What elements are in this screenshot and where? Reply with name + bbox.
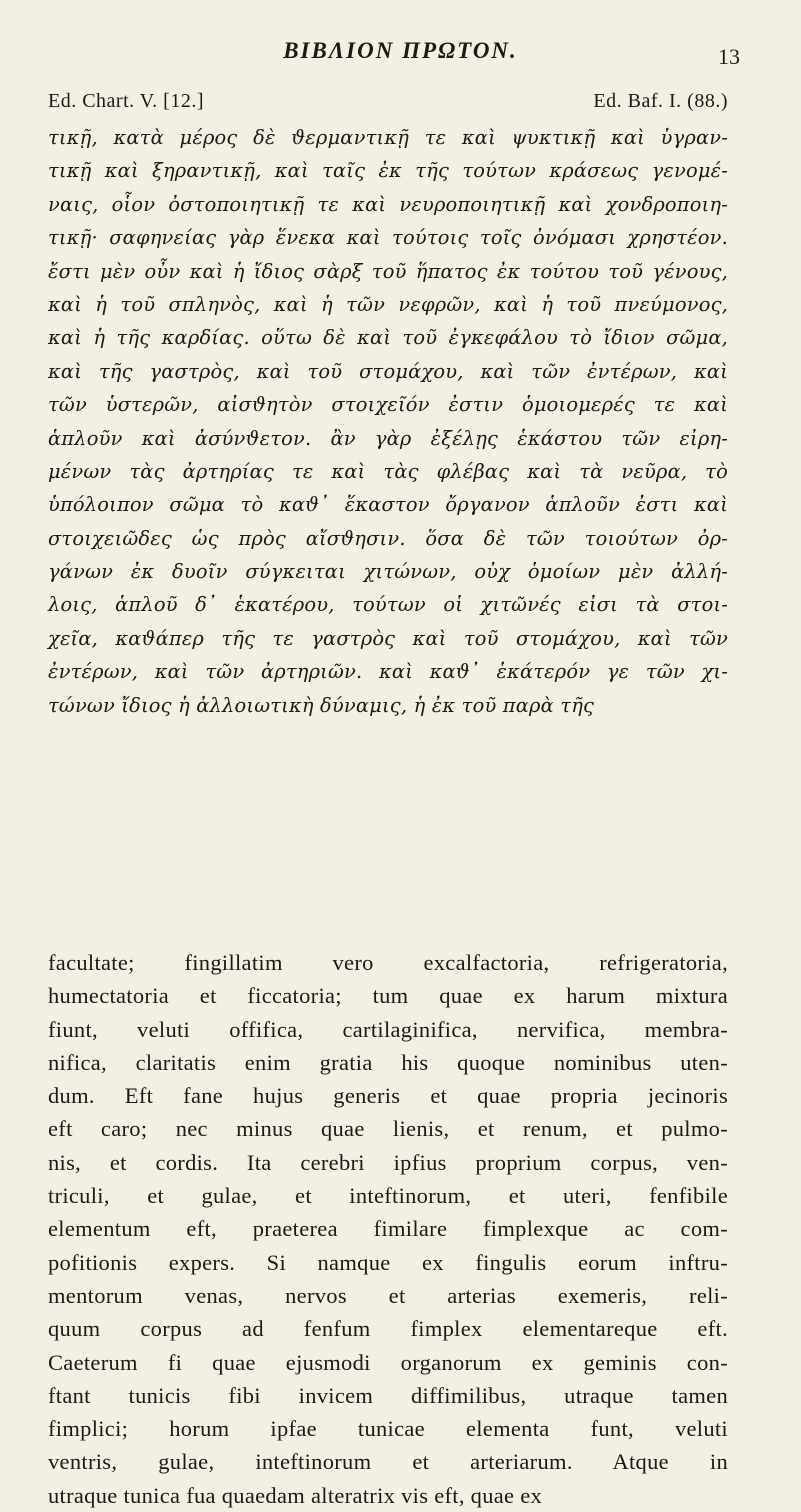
greek-text-line: τώνων ἴδιος ἡ ἀλλοιωτικὴ δύναμις, ἡ ἐκ τοῦ παρὰ τῆς (48, 693, 595, 717)
page-number: 13 (718, 44, 740, 69)
greek-text-line: καὶ ἡ τῆς καρδίας. οὕτω δὲ καὶ τοῦ ἐγκεφάλου τὸ ἴδιον σῶμα, (48, 326, 728, 350)
edition-reference-right: Ed. Baf. I. (88.) (593, 90, 728, 112)
latin-text-line: eft caro; nec minus quae lienis, et renum, et pulmo- (48, 1116, 728, 1142)
latin-text-block (48, 946, 728, 1512)
latin-text-line: ftant tunicis fibi invicem diffimilibus, utraque tamen (48, 1382, 728, 1408)
latin-text-line: fimplici; horum ipfae tunicae elementa funt, veluti (48, 1416, 728, 1442)
latin-text-line: dum. Eft fane hujus generis et quae propria jecinoris (48, 1083, 728, 1109)
latin-text-line: quum corpus ad fenfum fimplex elementareque eft. (48, 1316, 728, 1342)
latin-text-line: elementum eft, praeterea fimilare fimplexque ac com- (48, 1216, 728, 1242)
latin-text-line: facultate; fingillatim vero excalfactoria, refrigeratoria, (48, 950, 728, 975)
greek-text-line: ἐντέρων, καὶ τῶν ἀρτηριῶν. καὶ καϑ᾽ ἑκάτερόν γε τῶν χι- (48, 660, 728, 684)
latin-text-line: nis, et cordis. Ita cerebri ipfius proprium corpus, ven- (48, 1149, 728, 1175)
greek-text-line: ὑπόλοιπον σῶμα τὸ καϑ᾽ ἕκαστον ὄργανον ἁπλοῦν ἐστι καὶ (48, 493, 728, 517)
greek-text-line: μένων τὰς ἀρτηρίας τε καὶ τὰς φλέβας καὶ τὰ νεῦρα, τὸ (48, 459, 728, 483)
greek-text-line: ἔστι μὲν οὖν καὶ ἡ ἴδιος σὰρξ τοῦ ἥπατος ἐκ τούτου τοῦ γένους, (48, 259, 728, 283)
latin-text-line: utraque tunica fua quaedam alteratrix vis eft, quae ex (48, 1482, 543, 1508)
latin-text-line: triculi, et gulae, et inteftinorum, et uteri, fenfibile (48, 1183, 728, 1209)
latin-text-line: mentorum venas, nervos et arterias exemeris, reli- (48, 1282, 728, 1308)
latin-text-line: Caeterum fi quae ejusmodi organorum ex geminis con- (48, 1349, 728, 1375)
greek-text-line: γάνων ἐκ δυοῖν σύγκειται χιτώνων, οὐχ ὁμοίων μὲν ἀλλή- (48, 560, 728, 584)
greek-text-block (48, 121, 728, 722)
greek-text-line: χεῖα, καϑάπερ τῆς τε γαστρὸς καὶ τοῦ στομάχου, καὶ τῶν (48, 626, 728, 650)
greek-text-line: τῶν ὑστερῶν, αἰσϑητὸν στοιχεῖόν ἐστιν ὁμοιομερές τε καὶ (48, 393, 728, 417)
greek-text-line: ναις, οἷον ὀστοποιητικῇ τε καὶ νευροποιητικῇ καὶ χονδροποιη- (48, 192, 728, 216)
latin-text-line: ventris, gulae, inteftinorum et arteriarum. Atque in (48, 1449, 728, 1475)
edition-reference-left: Ed. Chart. V. [12.] (48, 90, 204, 112)
greek-text-line: στοιχειῶδες ὡς πρὸς αἴσϑησιν. ὅσα δὲ τῶν τοιούτων ὀρ- (48, 526, 728, 550)
latin-text-line: fiunt, veluti offifica, cartilaginifica, nervifica, membra- (48, 1016, 728, 1042)
latin-text-line: nifica, claritatis enim gratia his quoque nominibus uten- (48, 1049, 728, 1075)
latin-text-line: humectatoria et ficcatoria; tum quae ex harum mixtura (48, 983, 728, 1009)
greek-text-line: τικῇ· σαφηνείας γὰρ ἕνεκα καὶ τούτοις τοῖς ὀνόμασι χρηστέον. (48, 226, 728, 250)
greek-text-line: λοις, ἁπλοῦ δ᾽ ἑκατέρου, τούτων οἱ χιτῶνές εἰσι τὰ στοι- (48, 593, 728, 617)
greek-text-line: τικῇ καὶ ξηραντικῇ, καὶ ταῖς ἐκ τῆς τούτων κράσεως γενομέ- (48, 159, 728, 183)
greek-text-line: καὶ τῆς γαστρὸς, καὶ τοῦ στομάχου, καὶ τῶν ἐντέρων, καὶ (48, 359, 728, 383)
latin-text-line: pofitionis expers. Si namque ex fingulis eorum inftru- (48, 1249, 728, 1275)
running-title: BIBΛION ΠΡΩΤΟΝ. (283, 38, 518, 63)
edition-references (48, 90, 728, 113)
greek-text-line: καὶ ἡ τοῦ σπληνὸς, καὶ ἡ τῶν νεφρῶν, καὶ ἡ τοῦ πνεύμονος, (48, 292, 728, 316)
greek-text-line: τικῇ, κατὰ μέρος δὲ ϑερμαντικῇ τε καὶ ψυκτικῇ καὶ ὑγραν- (48, 126, 728, 149)
greek-text-line: ἁπλοῦν καὶ ἀσύνϑετον. ἂν γὰρ ἐξέλῃς ἑκάστου τῶν εἰρη- (48, 426, 728, 450)
